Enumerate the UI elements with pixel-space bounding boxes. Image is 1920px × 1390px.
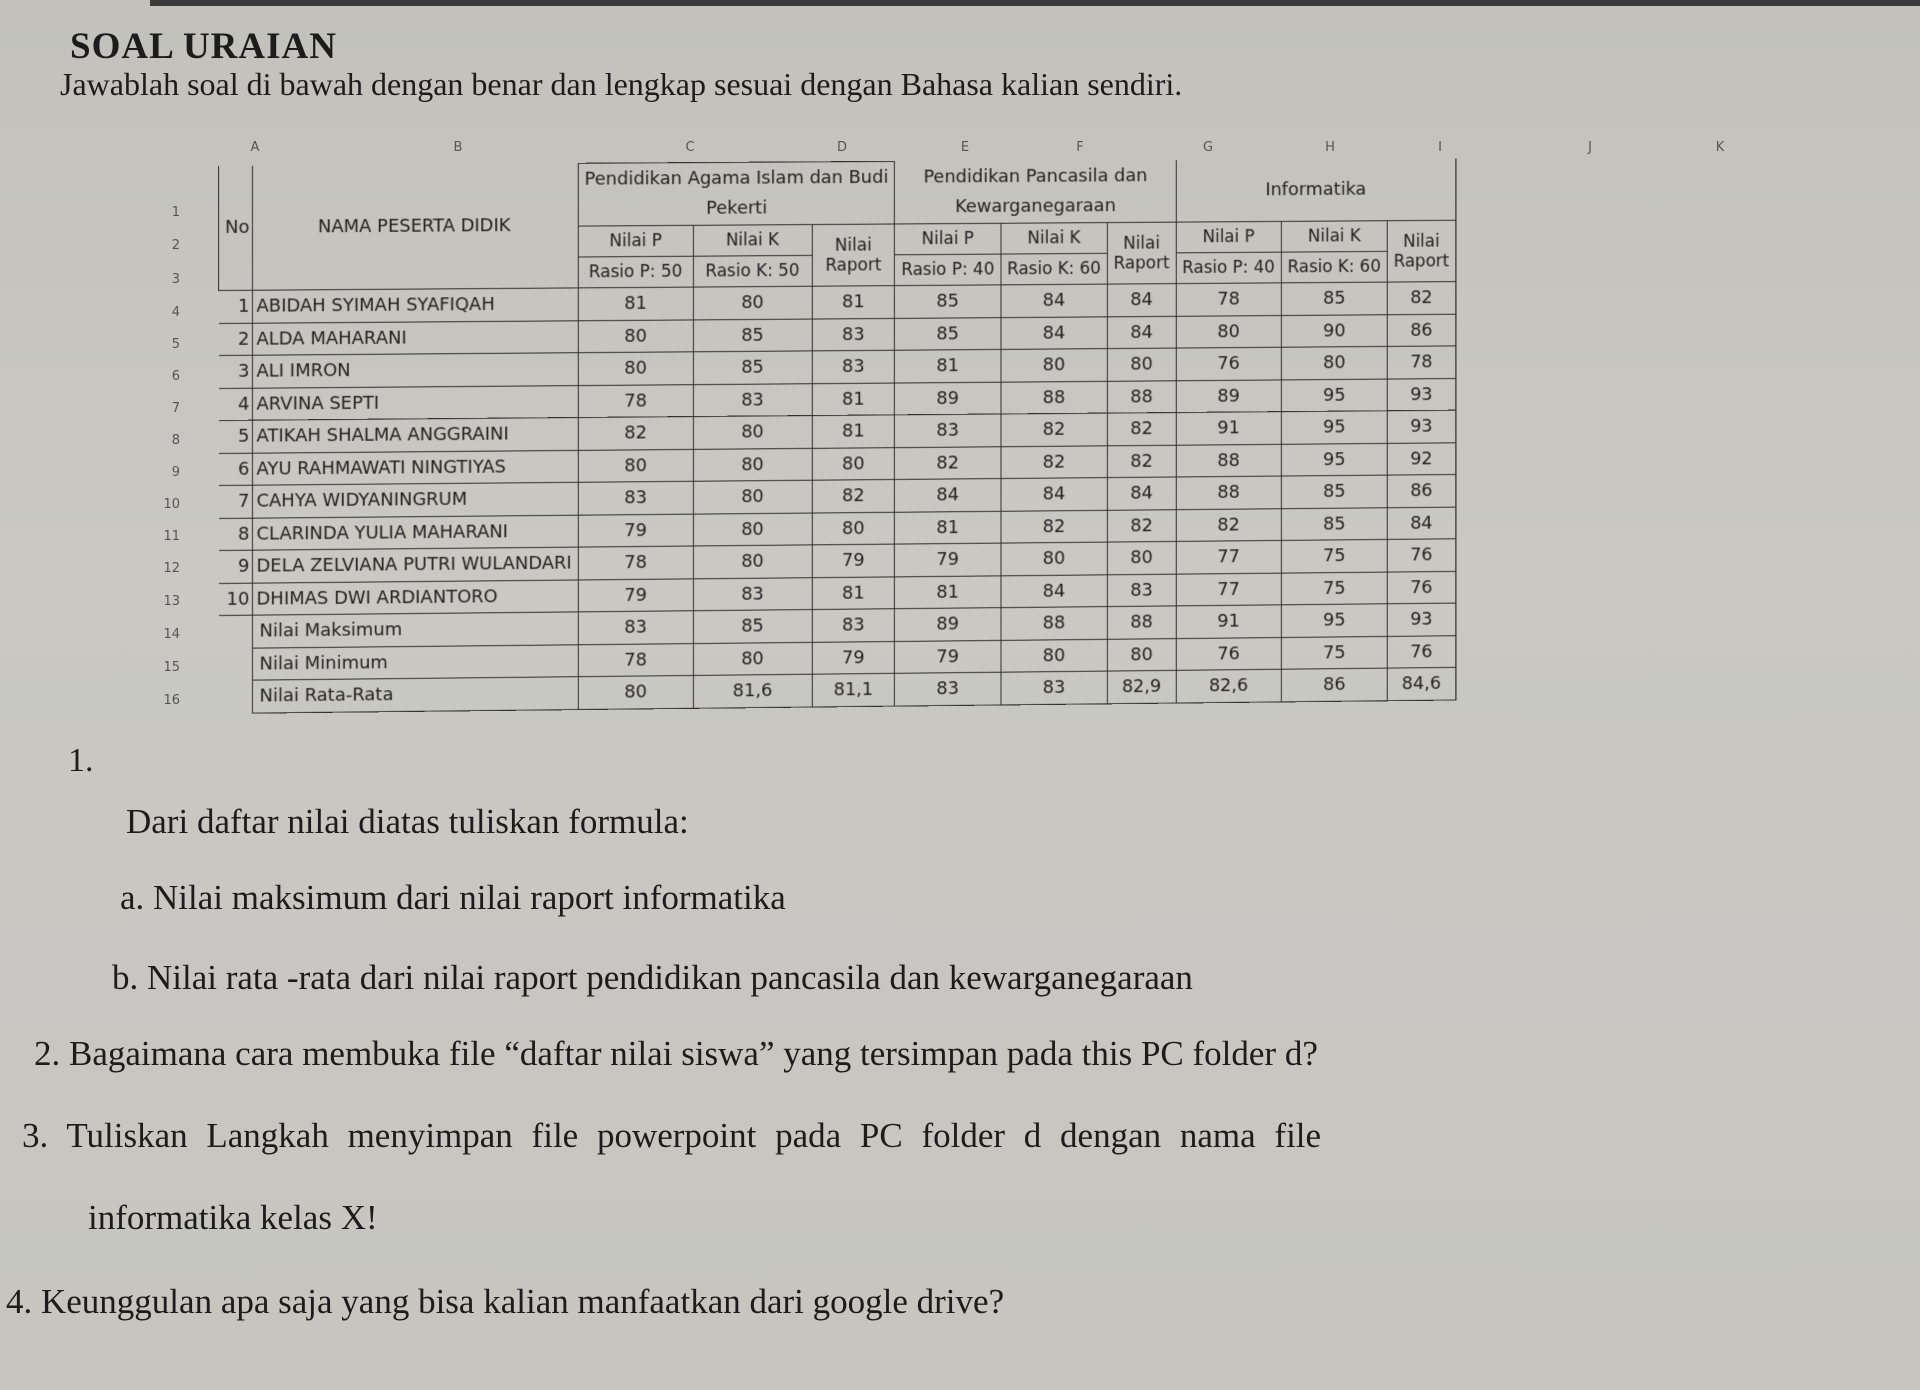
summary-cell: 80 — [1001, 639, 1108, 672]
summary-label: Nilai Maksimum — [253, 612, 578, 648]
summary-spacer — [218, 615, 252, 648]
cell-pai-p: 80 — [578, 352, 693, 385]
cell-pai-raport: 79 — [812, 544, 895, 577]
cell-info-k: 75 — [1281, 539, 1387, 572]
summary-cell: 88 — [1001, 607, 1108, 640]
column-letter-k: K — [1715, 140, 1725, 155]
cell-ppkn-k: 88 — [1001, 381, 1108, 414]
cell-info-k: 85 — [1281, 475, 1387, 508]
header-ppkn-nilai-p: Nilai P — [895, 223, 1001, 255]
cell-info-raport: 93 — [1387, 378, 1455, 411]
header-subject-pai-line2: Pekerti — [706, 197, 768, 219]
summary-cell: 80 — [1107, 638, 1176, 671]
cell-info-raport: 93 — [1387, 410, 1455, 443]
summary-cell: 86 — [1281, 668, 1387, 701]
cell-info-raport: 76 — [1387, 539, 1455, 572]
cell-info-raport: 86 — [1387, 314, 1455, 347]
cell-ppkn-raport: 82 — [1107, 509, 1176, 542]
row-number: 15 — [163, 660, 180, 675]
cell-pai-p: 80 — [578, 449, 693, 482]
cell-ppkn-p: 81 — [895, 575, 1001, 608]
cell-ppkn-p: 81 — [895, 349, 1001, 382]
row-number: 9 — [171, 465, 180, 480]
cell-info-k: 80 — [1281, 346, 1387, 379]
row-number: 11 — [163, 529, 180, 544]
header-pai-raport-label: Raport — [825, 254, 882, 276]
header-info-nilai-k: Nilai K — [1281, 221, 1387, 252]
summary-cell: 76 — [1176, 637, 1281, 670]
row-number: 7 — [171, 401, 180, 416]
question-3-line1: 3. Tuliskan Langkah menyimpan file powerpoint pada PC folder d dengan nama file — [22, 1116, 1322, 1155]
cell-ppkn-p: 79 — [895, 543, 1001, 576]
cell-info-k: 90 — [1281, 314, 1387, 347]
cell-info-raport: 76 — [1387, 571, 1455, 604]
cell-info-p: 76 — [1176, 347, 1281, 380]
cell-ppkn-k: 84 — [1001, 316, 1108, 349]
cell-ppkn-raport: 80 — [1107, 348, 1176, 381]
header-pai-rasio-p: Rasio P: 50 — [578, 256, 693, 288]
cell-info-raport: 86 — [1387, 474, 1455, 507]
question-1-b: b. Nilai rata -rata dari nilai raport pendidikan pancasila dan kewarganegaraan — [112, 958, 1193, 997]
cell-ppkn-k: 84 — [1001, 284, 1108, 317]
cell-pai-raport: 82 — [812, 479, 895, 512]
header-info-nilai-raport — [1387, 220, 1455, 282]
summary-cell: 89 — [895, 608, 1001, 641]
question-2: 2. Bagaimana cara membuka file “daftar nilai siswa” yang tersimpan pada this PC folder d? — [34, 1034, 1318, 1073]
page-top-edge — [150, 0, 1920, 6]
cell-info-k: 85 — [1281, 507, 1387, 540]
row-number: 14 — [163, 627, 180, 642]
cell-pai-p: 79 — [578, 578, 693, 612]
summary-cell: 85 — [693, 610, 812, 644]
header-pai-nilai-k: Nilai K — [693, 225, 812, 257]
row-number: 2 — [171, 238, 180, 253]
summary-cell: 81,6 — [693, 674, 812, 708]
header-subject-ppkn-line2: Kewarganegaraan — [955, 194, 1116, 217]
student-name: ABIDAH SYIMAH SYAFIQAH — [253, 288, 578, 323]
cell-pai-k: 85 — [693, 351, 812, 384]
header-info-rasio-k: Rasio K: 60 — [1281, 251, 1387, 282]
summary-cell: 79 — [895, 640, 1001, 673]
row-number: 5 — [171, 337, 180, 352]
cell-pai-k: 83 — [693, 577, 812, 611]
column-letter-f: F — [1076, 140, 1084, 155]
column-letter-h: H — [1325, 140, 1335, 155]
student-name: DHIMAS DWI ARDIANTORO — [253, 579, 578, 615]
section-title: SOAL URAIAN — [70, 26, 337, 67]
cell-ppkn-p: 85 — [895, 285, 1001, 318]
row-number: 6 — [171, 369, 180, 384]
cell-ppkn-p: 81 — [895, 511, 1001, 544]
summary-cell: 82,9 — [1107, 670, 1176, 703]
cell-info-p: 88 — [1176, 444, 1281, 477]
header-pai-nilai-p: Nilai P — [578, 225, 693, 257]
header-pai-nilai-raport — [812, 224, 895, 286]
cell-ppkn-raport: 82 — [1107, 413, 1176, 446]
cell-info-p: 77 — [1176, 573, 1281, 606]
cell-pai-k: 80 — [693, 545, 812, 578]
cell-pai-k: 83 — [693, 383, 812, 416]
cell-info-k: 95 — [1281, 411, 1387, 444]
cell-info-k: 95 — [1281, 443, 1387, 476]
student-no: 1 — [218, 290, 252, 323]
cell-pai-p: 81 — [578, 287, 693, 320]
cell-pai-raport: 81 — [812, 286, 895, 319]
header-info-nilai-label: Nilai — [1403, 231, 1440, 252]
summary-cell: 80 — [578, 675, 693, 709]
cell-info-raport: 82 — [1387, 282, 1455, 315]
cell-ppkn-raport: 80 — [1107, 541, 1176, 574]
cell-info-raport: 84 — [1387, 507, 1455, 540]
header-subject-pai-line1: Pendidikan Agama Islam dan Budi — [584, 166, 889, 190]
header-subject-informatika — [1176, 158, 1456, 222]
cell-pai-k: 80 — [693, 513, 812, 546]
summary-cell: 95 — [1281, 604, 1387, 637]
cell-info-p: 91 — [1176, 412, 1281, 445]
cell-pai-k: 80 — [693, 480, 812, 513]
cell-ppkn-p: 83 — [895, 414, 1001, 447]
instruction-text: Jawablah soal di bawah dengan benar dan lengkap sesuai dengan Bahasa kalian sendiri. — [60, 66, 1183, 102]
header-info-rasio-p: Rasio P: 40 — [1176, 252, 1281, 283]
cell-pai-p: 78 — [578, 384, 693, 417]
cell-ppkn-raport: 84 — [1107, 316, 1176, 349]
cell-ppkn-k: 80 — [1001, 349, 1108, 382]
row-number: 1 — [171, 205, 180, 220]
summary-spacer — [218, 680, 252, 713]
student-name: ALDA MAHARANI — [253, 320, 578, 355]
cell-pai-raport: 81 — [812, 383, 895, 416]
student-no: 6 — [218, 453, 252, 486]
cell-info-k: 95 — [1281, 379, 1387, 412]
student-no: 3 — [218, 355, 252, 388]
header-subject-ppkn — [895, 160, 1176, 224]
student-no: 10 — [218, 583, 252, 616]
student-name: ATIKAH SHALMA ANGGRAINI — [253, 417, 578, 452]
row-number: 12 — [163, 561, 180, 576]
student-no: 7 — [218, 485, 252, 518]
row-number: 10 — [163, 497, 180, 512]
cell-pai-raport: 81 — [812, 415, 895, 448]
cell-ppkn-p: 85 — [895, 317, 1001, 350]
header-ppkn-nilai-raport — [1107, 222, 1176, 284]
row-number: 3 — [171, 272, 180, 287]
question-1-number: 1. — [68, 742, 94, 779]
summary-cell: 79 — [812, 641, 895, 674]
header-info-nilai-p: Nilai P — [1176, 221, 1281, 252]
summary-cell: 78 — [578, 643, 693, 677]
cell-info-p: 77 — [1176, 540, 1281, 573]
header-ppkn-rasio-p: Rasio P: 40 — [895, 254, 1001, 286]
column-letter-j: J — [1588, 140, 1592, 155]
question-3-line2: informatika kelas X! — [88, 1198, 378, 1237]
summary-label: Nilai Rata-Rata — [253, 677, 578, 713]
student-name: AYU RAHMAWATI NINGTIYAS — [253, 450, 578, 485]
summary-cell: 88 — [1107, 606, 1176, 639]
summary-cell: 83 — [895, 672, 1001, 705]
column-letter-e: E — [960, 140, 970, 155]
header-subject-informatika-line1: Informatika — [1265, 178, 1367, 200]
column-letter-c: C — [685, 140, 695, 155]
cell-info-raport: 78 — [1387, 346, 1455, 379]
cell-pai-p: 78 — [578, 546, 693, 579]
header-info-raport-label: Raport — [1393, 250, 1450, 272]
cell-ppkn-raport: 82 — [1107, 445, 1176, 478]
cell-pai-k: 85 — [693, 319, 812, 352]
cell-info-k: 75 — [1281, 572, 1387, 605]
cell-ppkn-k: 84 — [1001, 574, 1108, 607]
cell-info-k: 85 — [1281, 282, 1387, 315]
header-ppkn-nilai-k: Nilai K — [1001, 223, 1108, 254]
student-no: 8 — [218, 518, 252, 551]
header-pai-nilai-label: Nilai — [834, 235, 872, 256]
cell-ppkn-raport: 84 — [1107, 284, 1176, 317]
header-subject-ppkn-line1: Pendidikan Pancasila dan — [923, 165, 1148, 188]
header-ppkn-rasio-k: Rasio K: 60 — [1001, 253, 1108, 285]
question-1-intro: Dari daftar nilai diatas tuliskan formula: — [126, 802, 689, 841]
summary-label: Nilai Minimum — [253, 644, 578, 680]
student-no: 5 — [218, 420, 252, 453]
column-letter-g: G — [1202, 140, 1214, 155]
cell-ppkn-raport: 84 — [1107, 477, 1176, 510]
cell-ppkn-k: 80 — [1001, 542, 1108, 575]
cell-ppkn-k: 84 — [1001, 478, 1108, 511]
table-header-row-subjects — [218, 158, 1455, 229]
student-name: CLARINDA YULIA MAHARANI — [253, 515, 578, 550]
cell-ppkn-k: 82 — [1001, 445, 1108, 478]
student-name: ARVINA SEPTI — [253, 385, 578, 420]
summary-cell: 81,1 — [812, 673, 895, 706]
summary-cell: 82,6 — [1176, 669, 1281, 702]
summary-cell: 83 — [1001, 671, 1108, 704]
column-letter-a: A — [250, 140, 260, 155]
row-number: 16 — [163, 693, 180, 708]
cell-pai-p: 80 — [578, 319, 693, 352]
summary-cell: 93 — [1387, 603, 1455, 636]
header-subject-pai — [578, 161, 895, 226]
cell-ppkn-raport: 83 — [1107, 574, 1176, 607]
cell-pai-raport: 80 — [812, 512, 895, 545]
cell-ppkn-p: 84 — [895, 479, 1001, 512]
student-name: ALI IMRON — [253, 353, 578, 388]
cell-info-p: 88 — [1176, 476, 1281, 509]
student-no: 9 — [218, 550, 252, 583]
summary-cell: 80 — [693, 642, 812, 676]
column-letter-b: B — [453, 140, 463, 155]
summary-cell: 84,6 — [1387, 667, 1455, 700]
row-number: 13 — [163, 594, 180, 609]
column-letter-i: I — [1438, 140, 1442, 155]
header-ppkn-nilai-label: Nilai — [1123, 233, 1160, 254]
cell-info-p: 78 — [1176, 283, 1281, 316]
cell-pai-p: 79 — [578, 514, 693, 547]
cell-ppkn-p: 82 — [895, 446, 1001, 479]
header-no: No — [218, 165, 252, 290]
question-4: 4. Keunggulan apa saja yang bisa kalian manfaatkan dari google drive? — [6, 1282, 1005, 1321]
cell-pai-raport: 80 — [812, 447, 895, 480]
cell-pai-k: 80 — [693, 286, 812, 319]
cell-pai-p: 82 — [578, 417, 693, 450]
cell-pai-k: 80 — [693, 416, 812, 449]
summary-spacer — [218, 648, 252, 681]
student-name: CAHYA WIDYANINGRUM — [253, 482, 578, 517]
student-name: DELA ZELVIANA PUTRI WULANDARI — [253, 547, 578, 583]
header-student-name: NAMA PESERTA DIDIK — [253, 163, 578, 290]
cell-info-raport: 92 — [1387, 442, 1455, 475]
summary-cell: 75 — [1281, 636, 1387, 669]
row-number: 4 — [171, 305, 180, 320]
summary-cell: 91 — [1176, 605, 1281, 638]
cell-info-p: 80 — [1176, 315, 1281, 348]
cell-pai-raport: 81 — [812, 576, 895, 609]
cell-pai-raport: 83 — [812, 318, 895, 351]
cell-pai-raport: 83 — [812, 350, 895, 383]
question-1-a: a. Nilai maksimum dari nilai raport informatika — [120, 878, 786, 917]
cell-ppkn-k: 82 — [1001, 413, 1108, 446]
cell-ppkn-k: 82 — [1001, 510, 1108, 543]
cell-ppkn-raport: 88 — [1107, 380, 1176, 413]
student-no: 2 — [218, 323, 252, 356]
cell-pai-k: 80 — [693, 448, 812, 481]
summary-cell: 83 — [812, 609, 895, 642]
grades-table — [218, 157, 1456, 713]
row-number: 8 — [171, 433, 180, 448]
cell-info-p: 82 — [1176, 508, 1281, 541]
column-letter-d: D — [836, 140, 848, 155]
cell-pai-p: 83 — [578, 481, 693, 514]
summary-cell: 76 — [1387, 635, 1455, 668]
student-no: 4 — [218, 388, 252, 421]
header-ppkn-raport-label: Raport — [1113, 252, 1170, 274]
cell-ppkn-p: 89 — [895, 382, 1001, 415]
cell-info-p: 89 — [1176, 379, 1281, 412]
summary-cell: 83 — [578, 611, 693, 645]
header-pai-rasio-k: Rasio K: 50 — [693, 255, 812, 287]
